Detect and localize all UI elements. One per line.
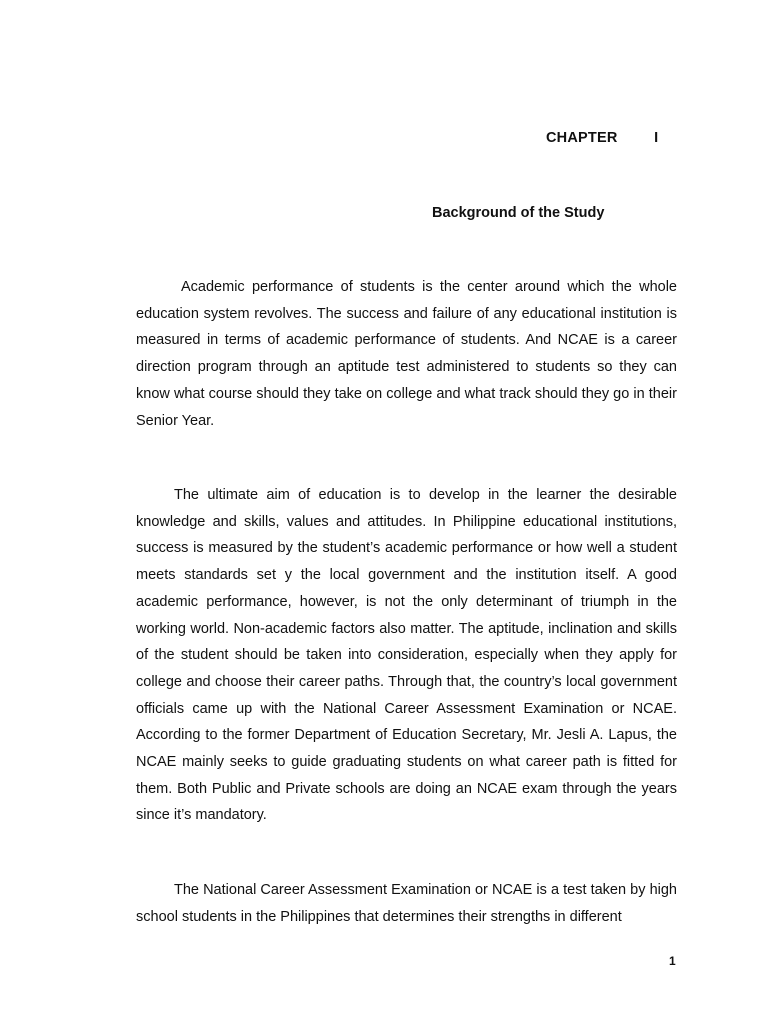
paragraph-1: Academic performance of students is the center around which the whole education system revolves. The success and failure of any educational institution is measured in terms of academic performance of students. And NCAE is a career direction program through an aptitude test administered to students so they can know what course should they take on college and what track should they go in their Senior Year. <box>136 279 677 429</box>
section-title: Background of the Study <box>432 205 605 221</box>
page-number: 1 <box>669 954 676 968</box>
paragraph-2: The ultimate aim of education is to develop in the learner the desirable knowledge and skills, values and attitudes. In Philippine educational institutions, success is measured by the student’s academic performance or how well a student meets standards set y the local government and the institution itself. A good academic performance, however, is not the only determinant of triumph in the working world. Non-academic factors also matter. The aptitude, inclination and skills of the student should be taken into consideration, especially when they apply for college and choose their career paths. Through that, the country’s local government officials came up with the National Career Assessment Examination or NCAE. According to the former Department of Education Secretary, Mr. Jesli A. Lapus, the NCAE mainly seeks to guide graduating students on what career path is fitted for them. Both Public and Private schools are doing an NCAE exam through the years since it’s mandatory. <box>136 487 677 824</box>
paragraph-3: The National Career Assessment Examination or NCAE is a test taken by high school students in the Philippines that determines their strengths in different <box>136 882 677 925</box>
chapter-heading: CHAPTER I <box>546 130 659 146</box>
